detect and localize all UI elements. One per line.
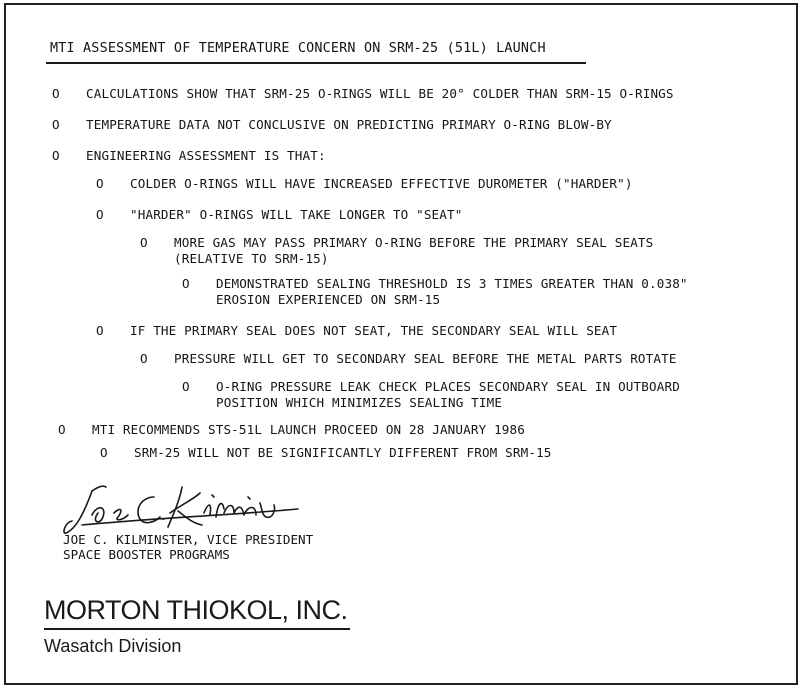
bullet-marker: O	[140, 351, 148, 366]
assessment-item: O-RING PRESSURE LEAK CHECK PLACES SECONDARY SEAL IN OUTBOARD POSITION WHICH MINIMIZES SEALING TIME	[216, 379, 680, 410]
company-logo: MORTON THIOKOL, INC.	[44, 595, 348, 625]
title-underline	[46, 62, 586, 64]
bullet-marker: O	[96, 323, 104, 338]
assessment-item: TEMPERATURE DATA NOT CONCLUSIVE ON PREDICTING PRIMARY O-RING BLOW-BY	[86, 117, 612, 132]
signatory-name: JOE C. KILMINSTER, VICE PRESIDENT	[63, 532, 314, 547]
assessment-item: COLDER O-RINGS WILL HAVE INCREASED EFFECTIVE DUROMETER ("HARDER")	[130, 176, 633, 191]
assessment-item: "HARDER" O-RINGS WILL TAKE LONGER TO "SEAT"	[130, 207, 463, 222]
bullet-marker: O	[140, 235, 148, 250]
assessment-item: SRM-25 WILL NOT BE SIGNIFICANTLY DIFFERENT FROM SRM-15	[134, 445, 552, 460]
assessment-item: CALCULATIONS SHOW THAT SRM-25 O-RINGS WILL BE 20° COLDER THAN SRM-15 O-RINGS	[86, 86, 674, 101]
bullet-marker: O	[52, 117, 60, 132]
bullet-marker: O	[182, 379, 190, 394]
assessment-item: IF THE PRIMARY SEAL DOES NOT SEAT, THE SECONDARY SEAL WILL SEAT	[130, 323, 618, 338]
assessment-item: MORE GAS MAY PASS PRIMARY O-RING BEFORE THE PRIMARY SEAL SEATS (RELATIVE TO SRM-15)	[174, 235, 654, 266]
bullet-marker: O	[52, 148, 60, 163]
assessment-item: PRESSURE WILL GET TO SECONDARY SEAL BEFORE THE METAL PARTS ROTATE	[174, 351, 677, 366]
handwritten-signature	[62, 473, 302, 537]
assessment-item: ENGINEERING ASSESSMENT IS THAT:	[86, 148, 326, 163]
memo-page	[4, 3, 798, 685]
signatory-department: SPACE BOOSTER PROGRAMS	[63, 547, 230, 562]
bullet-marker: O	[182, 276, 190, 291]
bullet-marker: O	[52, 86, 60, 101]
company-division: Wasatch Division	[44, 636, 182, 656]
bullet-marker: O	[58, 422, 66, 437]
memo-title: MTI ASSESSMENT OF TEMPERATURE CONCERN ON SRM-25 (51L) LAUNCH	[50, 41, 546, 56]
assessment-item: DEMONSTRATED SEALING THRESHOLD IS 3 TIMES GREATER THAN 0.038" EROSION EXPERIENCED ON SRM-15	[216, 276, 688, 307]
logo-underline	[44, 628, 350, 630]
signatory-block	[63, 532, 313, 562]
bullet-marker: O	[96, 207, 104, 222]
recommendation-item: MTI RECOMMENDS STS-51L LAUNCH PROCEED ON 28 JANUARY 1986	[92, 422, 525, 437]
bullet-marker: O	[100, 445, 108, 460]
bullet-marker: O	[96, 176, 104, 191]
